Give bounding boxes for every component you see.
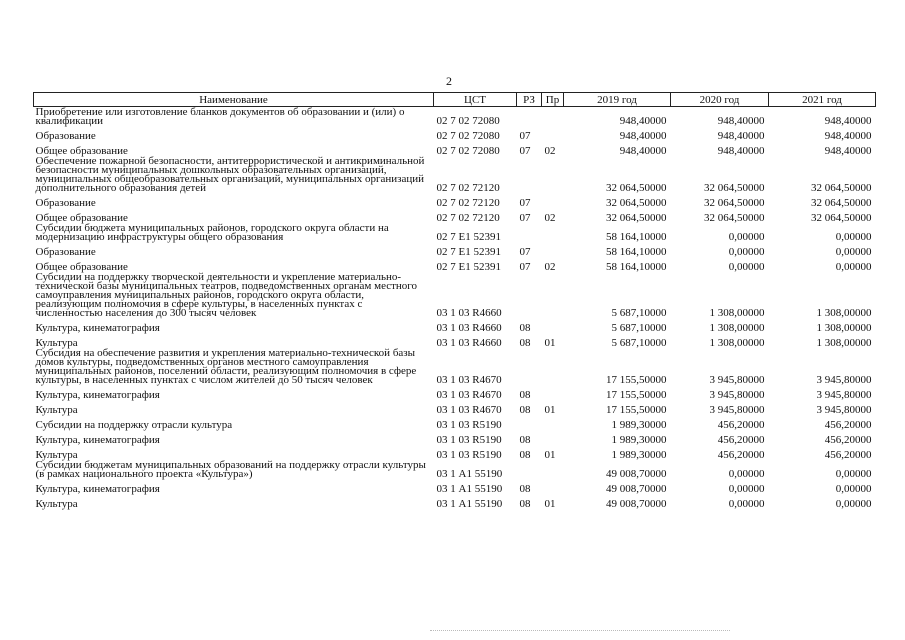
cell-rz: 07 bbox=[519, 246, 531, 258]
table-row bbox=[34, 348, 876, 385]
cell-rz bbox=[517, 272, 542, 318]
cell-y2020: 456,20000 bbox=[717, 419, 765, 431]
cell-y2019: 49 008,70000 bbox=[606, 468, 667, 480]
cell-y2020: 1 308,00000 bbox=[709, 337, 765, 349]
cell-cst: 03 1 03 R4670 bbox=[436, 389, 502, 401]
cell-y2020: 1 308,00000 bbox=[709, 322, 765, 334]
table-row bbox=[34, 445, 876, 460]
cell-rz: 08 bbox=[519, 322, 531, 334]
cell-y2019: 58 164,10000 bbox=[606, 246, 667, 258]
cell-rz bbox=[517, 156, 542, 193]
table-row bbox=[34, 141, 876, 156]
cell-name: Общее образование bbox=[35, 261, 128, 273]
cell-y2019: 948,40000 bbox=[619, 115, 667, 127]
table-row bbox=[34, 494, 876, 509]
cell-y2021: 456,20000 bbox=[824, 434, 872, 446]
cell-y2021: 1 308,00000 bbox=[816, 337, 872, 349]
table-row bbox=[34, 242, 876, 257]
cell-y2019: 1 989,30000 bbox=[611, 434, 667, 446]
cell-rz: 07 bbox=[519, 261, 531, 273]
cell-y2021: 456,20000 bbox=[824, 449, 872, 461]
cell-name: Субсидия на обеспечение развития и укрепления материально-технической базы домов культуры, подведомственных органов местного самоуправления муниципальных районов, поселений области, реализующим полномочия в сфере культуры, в населенных пунктах с числом жителей до 50 тысяч человек bbox=[35, 347, 417, 386]
cell-cst: 03 1 А1 55190 bbox=[436, 468, 503, 480]
table-row bbox=[34, 156, 876, 193]
table-row bbox=[34, 107, 876, 127]
cell-y2020: 0,00000 bbox=[728, 246, 765, 258]
cell-y2021: 0,00000 bbox=[835, 498, 872, 510]
cell-y2020: 3 945,80000 bbox=[709, 389, 765, 401]
cell-pr: 01 bbox=[544, 404, 556, 416]
cell-cst: 02 7 02 72080 bbox=[436, 145, 500, 157]
cell-y2020: 456,20000 bbox=[717, 434, 765, 446]
cell-y2021: 32 064,50000 bbox=[811, 212, 872, 224]
cell-cst: 03 1 03 R4660 bbox=[436, 322, 502, 334]
cell-y2021: 1 308,00000 bbox=[816, 307, 872, 319]
cell-name: Культура bbox=[35, 449, 78, 461]
cell-name: Общее образование bbox=[35, 145, 128, 157]
table-row bbox=[34, 430, 876, 445]
cell-name: Субсидии на поддержку творческой деятельности и укрепление материально-технической базы муниципальных театров, подведомственных органам местного самоуправления муниципальных районов, городского округа области, реализующим полномочия в сфере культуры, в населенных пунктах с численностью населения до 300 тысяч человек bbox=[35, 271, 418, 319]
cell-y2019: 948,40000 bbox=[619, 145, 667, 157]
cell-pr bbox=[542, 415, 564, 430]
cell-cst: 02 7 02 72120 bbox=[436, 197, 500, 209]
cell-pr bbox=[542, 460, 564, 479]
header-2019: 2019 год bbox=[564, 93, 671, 107]
header-cst: ЦСТ bbox=[434, 93, 517, 107]
cell-y2020: 32 064,50000 bbox=[704, 212, 765, 224]
budget-table bbox=[33, 92, 876, 509]
cell-cst: 03 1 03 R4670 bbox=[436, 374, 502, 386]
cell-cst: 02 7 Е1 52391 bbox=[436, 231, 501, 243]
table-row bbox=[34, 223, 876, 242]
cell-y2019: 5 687,10000 bbox=[611, 322, 667, 334]
cell-y2019: 1 989,30000 bbox=[611, 419, 667, 431]
cell-pr bbox=[542, 107, 564, 127]
cell-pr bbox=[542, 156, 564, 193]
cell-pr bbox=[542, 348, 564, 385]
cell-y2020: 456,20000 bbox=[717, 449, 765, 461]
cell-rz: 08 bbox=[519, 498, 531, 510]
cell-rz bbox=[517, 223, 542, 242]
cell-y2019: 32 064,50000 bbox=[606, 197, 667, 209]
cell-y2020: 0,00000 bbox=[728, 498, 765, 510]
cell-cst: 03 1 03 R4660 bbox=[436, 307, 502, 319]
cell-pr: 02 bbox=[544, 261, 556, 273]
table-body bbox=[34, 107, 876, 510]
header-2020: 2020 год bbox=[671, 93, 769, 107]
table-row bbox=[34, 415, 876, 430]
cell-y2021: 948,40000 bbox=[824, 130, 872, 142]
cell-y2021: 0,00000 bbox=[835, 231, 872, 243]
cell-rz: 08 bbox=[519, 389, 531, 401]
cell-y2021: 3 945,80000 bbox=[816, 404, 872, 416]
cell-y2019: 5 687,10000 bbox=[611, 337, 667, 349]
cell-name: Субсидии на поддержку отрасли культура bbox=[35, 419, 233, 431]
header-row bbox=[34, 93, 876, 107]
cell-y2019: 58 164,10000 bbox=[606, 261, 667, 273]
cell-pr bbox=[542, 430, 564, 445]
cell-y2021: 948,40000 bbox=[824, 145, 872, 157]
cell-cst: 03 1 03 R4670 bbox=[436, 404, 502, 416]
cell-rz: 07 bbox=[519, 130, 531, 142]
cell-pr: 02 bbox=[544, 145, 556, 157]
cell-y2019: 32 064,50000 bbox=[606, 182, 667, 194]
page-number: 2 bbox=[446, 74, 452, 88]
cell-cst: 02 7 02 72080 bbox=[436, 130, 500, 142]
cell-pr: 02 bbox=[544, 212, 556, 224]
cell-rz: 07 bbox=[519, 197, 531, 209]
table-row bbox=[34, 460, 876, 479]
cell-y2019: 948,40000 bbox=[619, 130, 667, 142]
header-rz: РЗ bbox=[517, 93, 542, 107]
cell-name: Культура bbox=[35, 337, 78, 349]
cell-pr bbox=[542, 242, 564, 257]
cell-y2021: 0,00000 bbox=[835, 261, 872, 273]
cell-y2021: 32 064,50000 bbox=[811, 182, 872, 194]
cell-y2021: 0,00000 bbox=[835, 246, 872, 258]
cell-y2021: 3 945,80000 bbox=[816, 374, 872, 386]
cell-pr bbox=[542, 272, 564, 318]
cell-rz: 08 bbox=[519, 404, 531, 416]
cell-y2020: 0,00000 bbox=[728, 483, 765, 495]
cell-pr: 01 bbox=[544, 337, 556, 349]
cell-y2019: 49 008,70000 bbox=[606, 483, 667, 495]
cell-name: Субсидии бюджетам муниципальных образований на поддержку отрасли культуры (в рамках национального проекта «Культура») bbox=[35, 459, 426, 480]
cell-pr bbox=[542, 479, 564, 494]
cell-pr: 01 bbox=[544, 498, 556, 510]
cell-y2020: 32 064,50000 bbox=[704, 182, 765, 194]
cell-rz: 08 bbox=[519, 483, 531, 495]
cell-rz bbox=[517, 460, 542, 479]
cell-cst: 02 7 02 72120 bbox=[436, 182, 500, 194]
header-name: Наименование bbox=[34, 93, 434, 107]
table-row bbox=[34, 400, 876, 415]
table-row bbox=[34, 272, 876, 318]
cell-y2019: 1 989,30000 bbox=[611, 449, 667, 461]
cell-name: Образование bbox=[35, 197, 96, 209]
cell-y2020: 948,40000 bbox=[717, 130, 765, 142]
cell-cst: 03 1 03 R5190 bbox=[436, 419, 502, 431]
cell-y2021: 456,20000 bbox=[824, 419, 872, 431]
table-row bbox=[34, 208, 876, 223]
cell-cst: 03 1 А1 55190 bbox=[436, 498, 503, 510]
cell-y2020: 0,00000 bbox=[728, 261, 765, 273]
cell-y2019: 58 164,10000 bbox=[606, 231, 667, 243]
cell-y2021: 0,00000 bbox=[835, 483, 872, 495]
cell-cst: 03 1 03 R5190 bbox=[436, 449, 502, 461]
cell-y2019: 49 008,70000 bbox=[606, 498, 667, 510]
table-row bbox=[34, 333, 876, 348]
cell-cst: 02 7 02 72080 bbox=[436, 115, 500, 127]
header-pr: Пр bbox=[542, 93, 564, 107]
cell-y2020: 0,00000 bbox=[728, 231, 765, 243]
cell-rz bbox=[517, 415, 542, 430]
table-row bbox=[34, 193, 876, 208]
cell-cst: 03 1 03 R4660 bbox=[436, 337, 502, 349]
cell-name: Культура bbox=[35, 404, 78, 416]
table-row bbox=[34, 318, 876, 333]
cell-y2021: 32 064,50000 bbox=[811, 197, 872, 209]
table-row bbox=[34, 385, 876, 400]
cell-name: Культура, кинематография bbox=[35, 483, 160, 495]
cell-name: Культура, кинематография bbox=[35, 322, 160, 334]
cell-rz bbox=[517, 107, 542, 127]
cell-name: Приобретение или изготовление бланков документов об образовании и (или) о квалификации bbox=[35, 106, 405, 127]
cell-y2019: 32 064,50000 bbox=[606, 212, 667, 224]
cell-y2020: 3 945,80000 bbox=[709, 404, 765, 416]
cell-name: Образование bbox=[35, 130, 96, 142]
table-row bbox=[34, 126, 876, 141]
cell-rz: 08 bbox=[519, 337, 531, 349]
table-row bbox=[34, 257, 876, 272]
cell-rz: 08 bbox=[519, 449, 531, 461]
cell-y2020: 32 064,50000 bbox=[704, 197, 765, 209]
table-row bbox=[34, 479, 876, 494]
cell-rz: 07 bbox=[519, 212, 531, 224]
cell-name: Культура, кинематография bbox=[35, 389, 160, 401]
cell-cst: 03 1 03 R5190 bbox=[436, 434, 502, 446]
cell-y2021: 1 308,00000 bbox=[816, 322, 872, 334]
cell-y2019: 17 155,50000 bbox=[606, 374, 667, 386]
cell-pr: 01 bbox=[544, 449, 556, 461]
cell-y2020: 1 308,00000 bbox=[709, 307, 765, 319]
cell-y2020: 3 945,80000 bbox=[709, 374, 765, 386]
cell-name: Субсидии бюджета муниципальных районов, городского округа области на модернизацию инфраструктуры общего образования bbox=[35, 222, 389, 243]
cell-pr bbox=[542, 193, 564, 208]
cell-y2020: 948,40000 bbox=[717, 145, 765, 157]
cell-cst: 02 7 Е1 52391 bbox=[436, 246, 501, 258]
cell-pr bbox=[542, 318, 564, 333]
cell-y2021: 948,40000 bbox=[824, 115, 872, 127]
cell-name: Культура, кинематография bbox=[35, 434, 160, 446]
cell-pr bbox=[542, 223, 564, 242]
cell-rz bbox=[517, 348, 542, 385]
header-2021: 2021 год bbox=[769, 93, 876, 107]
cell-cst: 02 7 Е1 52391 bbox=[436, 261, 501, 273]
cell-name: Общее образование bbox=[35, 212, 128, 224]
cell-pr bbox=[542, 126, 564, 141]
cell-name: Обеспечение пожарной безопасности, антитеррористической и антикриминальной безопасности муниципальных дошкольных образовательных организаций, муниципальных общеобразовательных организаций, муниципальных организаций дополнительного образования детей bbox=[35, 155, 425, 194]
cell-y2019: 17 155,50000 bbox=[606, 404, 667, 416]
cell-y2019: 5 687,10000 bbox=[611, 307, 667, 319]
cell-cst: 03 1 А1 55190 bbox=[436, 483, 503, 495]
cell-rz: 07 bbox=[519, 145, 531, 157]
cell-cst: 02 7 02 72120 bbox=[436, 212, 500, 224]
cell-y2020: 0,00000 bbox=[728, 468, 765, 480]
cell-y2021: 0,00000 bbox=[835, 468, 872, 480]
cell-name: Культура bbox=[35, 498, 78, 510]
cell-y2020: 948,40000 bbox=[717, 115, 765, 127]
cell-y2019: 17 155,50000 bbox=[606, 389, 667, 401]
cell-name: Образование bbox=[35, 246, 96, 258]
cell-rz: 08 bbox=[519, 434, 531, 446]
cell-pr bbox=[542, 385, 564, 400]
cell-y2021: 3 945,80000 bbox=[816, 389, 872, 401]
footer-mark bbox=[430, 630, 730, 635]
